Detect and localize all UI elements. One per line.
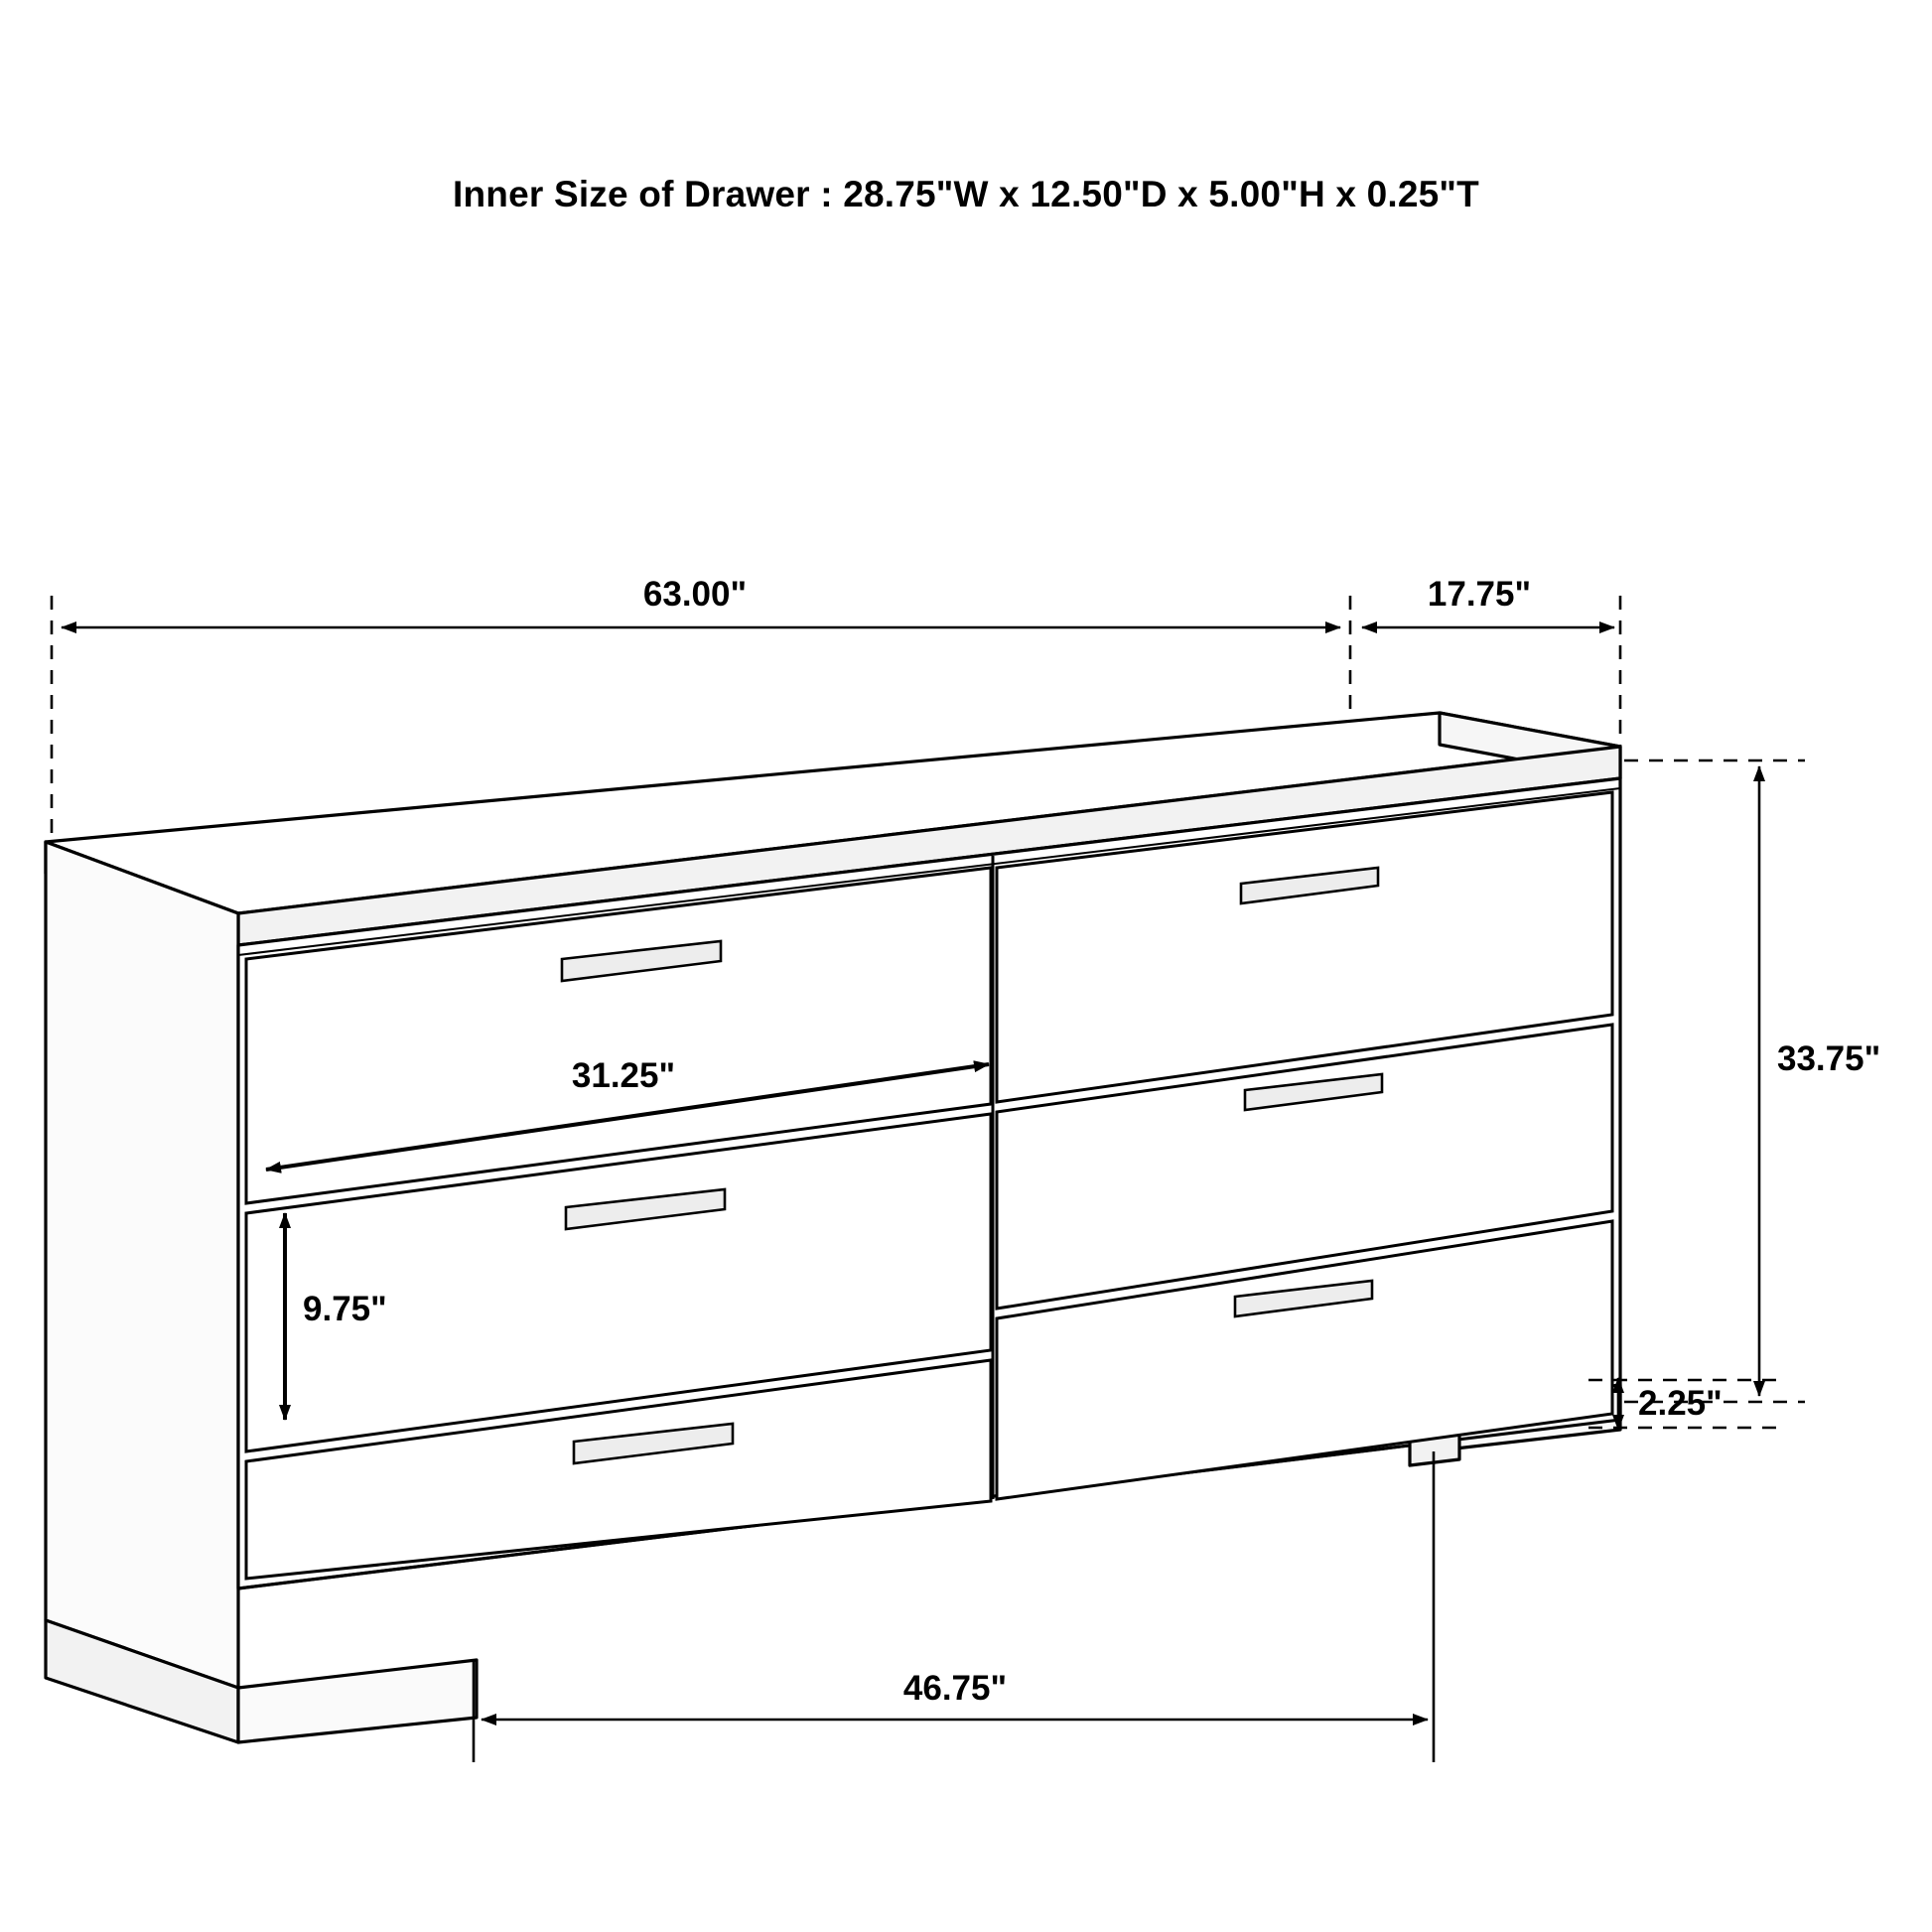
label-overall-width: 63.00"	[642, 575, 748, 614]
label-overall-height: 33.75"	[1777, 1039, 1881, 1078]
label-base-width: 46.75"	[902, 1669, 1008, 1708]
dresser-left-side-panel	[46, 842, 238, 1688]
label-drawer-height: 9.75"	[303, 1290, 387, 1328]
page-title: Inner Size of Drawer : 28.75"W x 12.50"D x 5.00"H x 0.25"T	[453, 174, 1479, 214]
label-drawer-width: 31.25"	[571, 1056, 676, 1095]
label-base-height: 2.25"	[1638, 1384, 1723, 1423]
dimension-overall-height	[1624, 760, 1805, 1402]
label-side-depth: 17.75"	[1427, 575, 1532, 614]
base-plinth-front	[238, 1660, 477, 1742]
